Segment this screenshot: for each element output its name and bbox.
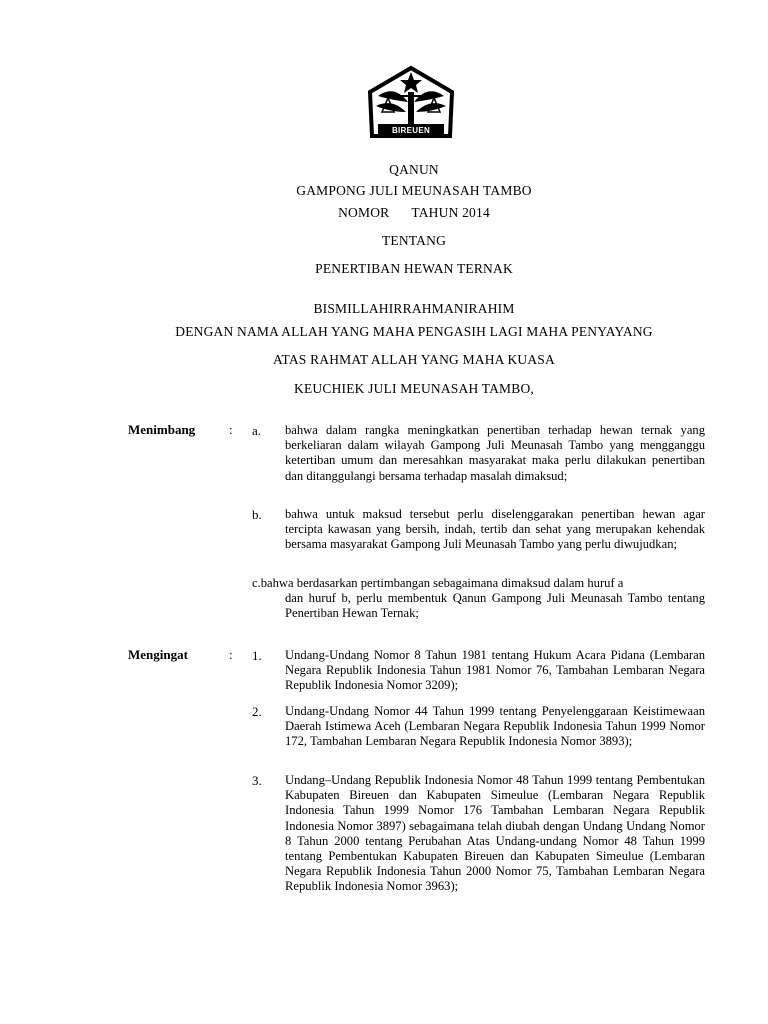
menimbang-c-first-line: bahwa berdasarkan pertimbangan sebagaimana dimaksud dalam huruf a [260, 576, 624, 590]
doc-dengan-nama: DENGAN NAMA ALLAH YANG MAHA PENGASIH LAGI MAHA PENYAYANG [175, 324, 653, 339]
doc-keuchiek: KEUCHIEK JULI MEUNASAH TAMBO, [294, 381, 534, 396]
doc-title-gampong: GAMPONG JULI MEUNASAH TAMBO [296, 183, 532, 198]
mengingat-2-marker: 2. [252, 704, 262, 719]
doc-atas-rahmat: ATAS RAHMAT ALLAH YANG MAHA KUASA [273, 352, 555, 367]
logo-text: BIREUEN [391, 126, 431, 135]
menimbang-a-text: bahwa dalam rangka meningkatkan penertiban terhadap hewan ternak yang berkeliaran dalam wilayah Gampong Juli Meunasah Tambo yang mengganggu ketertiban umum dan meresahkan masyarakat maka perlu dilakukan penertiban dan ditanggulangi bersama terhadap masalah dimaksud; [285, 423, 705, 483]
mengingat-3-text: Undang–Undang Republik Indonesia Nomor 48 Tahun 1999 tentang Pembentukan Kabupaten Bireuen dan Kabupaten Simeulue (Lembaran Negara Republik Indonesia Tahun 1999 Nomor 176 Tambahan Lembaran Negara Republik Indonesia Nomor 3897) sebagaimana telah diubah dengan Undang Undang Nomor 8 Tahun 2000 tentang Perubahan Atas Undang-undang Nomor 48 Tahun 1999 tentang Pembentukan Kabupaten Bireuen dan Kabupaten Simeulue (Lembaran Negara Republik Indonesia Tahun 2000 Nomor 75, Tambahan Lembaran Negara Republik Indonesia Nomor 3963); [285, 773, 705, 894]
mengingat-3-marker: 3. [252, 773, 262, 788]
doc-subject: PENERTIBAN HEWAN TERNAK [315, 261, 513, 276]
menimbang-label: Menimbang [128, 422, 196, 437]
menimbang-c-item [252, 576, 705, 622]
menimbang-a-marker: a. [252, 423, 262, 438]
mengingat-1-text: Undang-Undang Nomor 8 Tahun 1981 tentang Hukum Acara Pidana (Lembaran Negara Republik Indonesia Tahun 1981 Nomor 76, Tambahan Lembaran Negara Republik Indonesia Nomor 3209); [285, 648, 705, 693]
mengingat-1-marker: 1. [252, 648, 262, 663]
doc-tentang: TENTANG [381, 233, 447, 248]
menimbang-b-marker: b. [252, 507, 262, 522]
bireuen-emblem-icon [364, 62, 458, 146]
tahun-label: TAHUN 2014 [411, 205, 490, 220]
nomor-label: NOMOR [338, 205, 390, 220]
menimbang-colon: : [229, 422, 233, 437]
doc-title-qanun: QANUN [389, 162, 439, 177]
mengingat-label: Mengingat [128, 647, 188, 662]
menimbang-c-rest: dan huruf b, perlu membentuk Qanun Gampong Juli Meunasah Tambo tentang Penertiban Hewan Ternak; [285, 591, 705, 621]
menimbang-c-marker: c. [252, 576, 261, 590]
mengingat-colon: : [229, 647, 233, 662]
menimbang-b-text: bahwa untuk maksud tersebut perlu diselenggarakan penertiban hewan agar tercipta kawasan yang bersih, indah, tertib dan sehat yang merupakan kehendak bersama masyarakat Gampong Juli Meunasah Tambo yang perlu diwujudkan; [285, 507, 705, 552]
doc-number-line [30, 205, 768, 221]
doc-bismillah: BISMILLAHIRRAHMANIRAHIM [313, 301, 515, 316]
mengingat-2-text: Undang-Undang Nomor 44 Tahun 1999 tentang Penyelenggaraan Keistimewaan Daerah Istimewa Aceh (Lembaran Negara Republik Indonesia Tahun 1999 Nomor 172, Tambahan Lembaran Negara Republik Indonesia Nomor 3893); [285, 704, 705, 749]
